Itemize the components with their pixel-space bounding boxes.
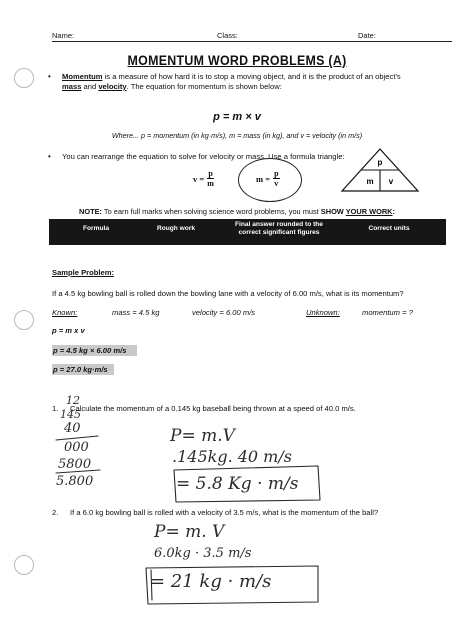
sample-step-substitution: p = 4.5 kg × 6.00 m/s <box>52 345 137 356</box>
mass-formula: m = $\frac{p}{v}$ <box>256 169 279 188</box>
rough-work-rule-1 <box>56 436 98 440</box>
name-label: Name: <box>52 31 75 40</box>
unknown-label: Unknown: <box>306 308 340 317</box>
q1-work-formula: P= m.V <box>170 426 235 446</box>
sample-step-formula: p = m x v <box>52 326 85 335</box>
note-line: NOTE: To earn full marks when solving science word problems, you must SHOW YOUR WORK: <box>78 207 395 216</box>
q1-rough-5.800: 5.800 <box>56 474 94 489</box>
q1-rough-145: 145 <box>60 408 81 421</box>
sample-heading: Sample Problem: <box>52 268 115 277</box>
q2-work-substitution: 6.0kg · 3.5 m/s <box>154 546 252 561</box>
criteria-rough-work: Rough work <box>156 225 196 232</box>
q2-text: If a 6.0 kg bowling ball is rolled with a velocity of 3.5 m/s, what is the momentum of the ball? <box>70 508 379 517</box>
momentum-equation: p = m × v <box>213 111 261 123</box>
q2-work-formula: P= m. V <box>154 522 225 542</box>
mass-term: mass <box>62 82 82 91</box>
criteria-final-answer: Final answer rounded to the correct significant figures <box>235 221 323 236</box>
known-label: Known: <box>52 308 78 317</box>
q2-box-double-line <box>151 570 152 600</box>
triangle-m: m <box>366 177 374 186</box>
q1-rough-000: 000 <box>64 440 89 455</box>
q2-work-answer: = 21 kg · m/s <box>150 571 272 592</box>
rough-work-rule-2 <box>56 470 100 473</box>
class-label: Class: <box>217 31 238 40</box>
variable-definitions: Where... p = momentum (in kg·m/s), m = mass (in kg), and v = velocity (in m/s) <box>111 131 363 140</box>
q1-work-substitution: .145kg. 40 m/s <box>172 447 292 466</box>
rearrange-bullet: • <box>48 152 51 161</box>
criteria-units: Correct units <box>368 225 410 232</box>
q2-answer-box <box>146 566 318 604</box>
intro-paragraph: Momentum is a measure of how hard it is to stop a moving object, and it is the product of an object's mass and velocity. The equation for momentum is shown below: <box>62 72 401 91</box>
intro-bullet: • <box>48 72 51 81</box>
known-mass: mass = 4.5 kg <box>112 308 160 317</box>
velocity-formula: v = $\frac{p}{m}$ <box>193 169 214 188</box>
q1-number: 1. <box>52 404 59 413</box>
q1-work-answer: = 5.8 Kg · m/s <box>176 474 299 494</box>
rearrange-text: You can rearrange the equation to solve for velocity or mass. Use a formula triangle: <box>62 152 345 161</box>
known-velocity: velocity = 6.00 m/s <box>192 308 256 317</box>
q1-answer-box <box>174 466 320 502</box>
date-label: Date: <box>358 31 376 40</box>
q1-rough-5800: 5800 <box>58 457 92 472</box>
unknown-momentum: momentum = ? <box>362 308 413 317</box>
sample-step-answer: p = 27.0 kg·m/s <box>52 364 114 375</box>
triangle-v: v <box>388 177 394 186</box>
sample-question: If a 4.5 kg bowling ball is rolled down the bowling lane with a velocity of 6.00 m/s, what is its momentum? <box>52 289 404 298</box>
triangle-p: p <box>377 158 383 167</box>
worksheet-title: MOMENTUM WORD PROBLEMS (A) <box>127 53 347 68</box>
q1-rough-40: 40 <box>64 421 81 436</box>
q1-rough-12: 12 <box>66 394 80 407</box>
q2-number: 2. <box>52 508 59 517</box>
q1-text: Calculate the momentum of a 0.145 kg baseball being thrown at a speed of 40.0 m/s. <box>70 404 356 413</box>
velocity-term: velocity <box>98 82 127 91</box>
momentum-term: Momentum <box>62 72 103 81</box>
criteria-formula: Formula <box>82 225 109 232</box>
